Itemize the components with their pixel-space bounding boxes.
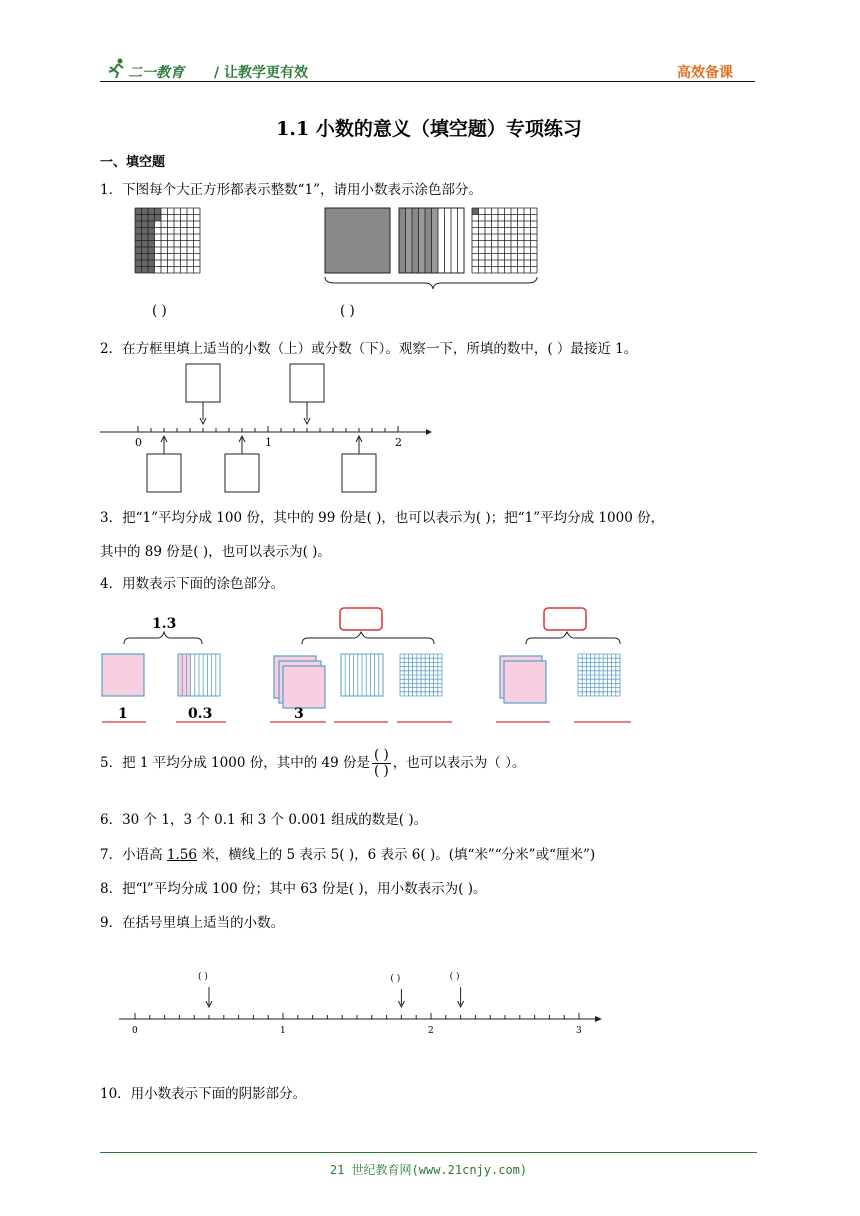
q2-number-line [100,362,440,497]
q7-post: 米，横线上的 5 表示 5( )，6 表示 6( )。(填“米”“分米”或“厘米”) [196,847,596,863]
question-7 [100,843,595,863]
q2-answer-box-top [186,364,220,402]
question-4: 4．用数表示下面的涂色部分。 [100,576,285,592]
q1c-shaded-stripe [419,208,426,273]
q1c-shaded-stripe [432,208,439,273]
question-6: 6．30 个 1，3 个 0.1 和 3 个 0.001 组成的数是( )。 [100,812,428,828]
q4-stacked-square [504,661,546,703]
q5-numerator: ( ) [373,747,389,763]
q4-stripes-2 [341,654,383,696]
q4-brace-3 [526,632,620,644]
q4-pink-square [102,654,144,696]
q9-tick-label: 3 [576,1026,582,1036]
question-10: 10．用小数表示下面的阴影部分。 [100,1086,307,1102]
q9-answer-paren: ( ) [390,974,401,984]
q5-denominator: ( ) [373,762,389,779]
footer-text: 21 世纪教育网(www.21cnjy.com) [329,1163,528,1177]
q9-answer-paren: ( ) [449,972,460,982]
q4-answer-label: 0.3 [188,706,213,722]
question-5 [100,748,525,779]
question-8: 8．把“l”平均分成 100 份；其中 63 份是( )，用小数表示为( )。 [100,881,487,897]
q1c-shaded-stripe [399,208,406,273]
q1b-full-square [325,208,390,273]
question-3-line2: 其中的 89 份是( )，也可以表示为( )。 [100,544,331,560]
q4-answer-box-red [544,608,586,630]
q7-underlined: 1.56 [166,847,197,863]
q1c-shaded-stripe [425,208,432,273]
q4-grid-3 [578,654,620,696]
q4-pink-stripes [178,654,191,696]
q1c-shaded-stripe [406,208,413,273]
q4-brace-2 [302,632,434,644]
q4-brace-1 [124,632,202,644]
question-3-line1: 3．把“1”平均分成 100 份，其中的 99 份是( )，也可以表示为( )；把“1”平均分成 1000 份， [100,510,665,526]
q9-tick-label: 1 [280,1026,286,1036]
q4-figures [98,600,658,730]
q2-answer-box-top [290,364,324,402]
footer-divider [100,1152,757,1153]
q2-axis-arrow [426,429,432,435]
q4-answer-label: 3 [294,706,304,722]
slogan: / 让教学更有效 [214,65,308,81]
q2-answer-box-bottom [225,454,259,492]
q1-brace [325,277,537,289]
q9-tick-label: 2 [428,1026,434,1036]
header [100,56,755,82]
q2-answer-box-bottom [147,454,181,492]
question-9: 9．在括号里填上适当的小数。 [100,915,285,931]
q4-answer-label: 1 [118,706,128,722]
q2-tick-label: 1 [265,436,272,449]
q1-blank-a: ( ) [152,303,167,319]
q4-top-label: 1.3 [152,616,177,632]
q1d-grid [472,208,537,273]
runner-logo-icon [106,58,128,78]
q9-axis-arrow [595,1016,602,1022]
logo-text: 二一教育 [128,65,184,81]
section-heading: 一、填空题 [100,155,166,170]
q9-tick-label: 0 [132,1026,138,1036]
q2-tick-label: 0 [135,436,142,449]
q1d-shaded-cell [472,208,479,215]
page-title: 1.1 小数的意义（填空题）专项练习 [276,118,582,140]
header-divider [100,81,755,82]
question-2: 2．在方框里填上适当的小数（上）或分数（下）。观察一下，所填的数中，( ）最接近 1。 [100,341,638,357]
q7-pre: 7．小语高 [100,847,167,863]
q4-stacked-square [283,666,325,708]
q5-fraction [372,748,391,779]
q5-pre: 5．把 1 平均分成 1000 份，其中的 49 份是 [100,754,370,771]
q1-figures [130,205,550,295]
q4-grid-2 [400,654,442,696]
q2-answer-box-bottom [342,454,376,492]
header-right-label: 高效备课 [677,65,733,81]
q9-answer-paren: ( ) [198,972,208,982]
q4-answer-box-red [340,608,382,630]
q2-tick-label: 2 [395,436,402,449]
q1c-shaded-stripe [412,208,419,273]
q9-number-line [115,965,615,1045]
question-1: 1．下图每个大正方形都表示整数“1”，请用小数表示涂色部分。 [100,182,482,198]
q1-blank-b: ( ) [340,303,355,319]
q5-post: ，也可以表示为（ ）。 [392,754,526,771]
